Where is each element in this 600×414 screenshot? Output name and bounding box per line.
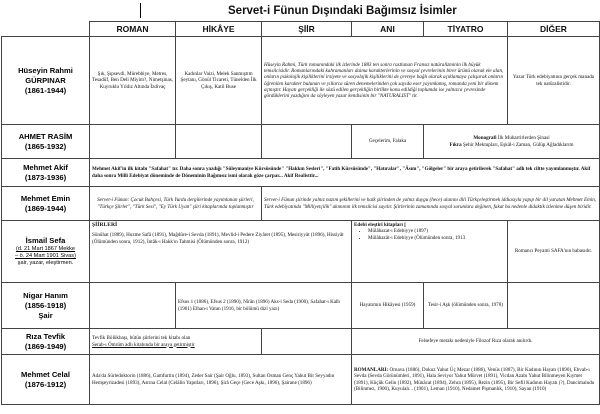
table-row bbox=[2, 37, 600, 125]
siir-cell bbox=[262, 329, 352, 355]
romanlari-text: Ornava (1886), Dokuz Yahut Üç Mezar (1886), Venüs (1887), Bir Kadının Hayatı (1890), Ebvab-ı Sevda (Sevda Görünümleri, 1891), Hala Seviyor Yahut Mürvet (1891), Vicdan Azabı Yahut Bilinmeyen Kıymet (1891), Küçük Gelin (1892), Münâcat (1894), Zehra (1895), Rezin (1895), Bir Sefil Kadının Hayatı (?), Dancimaludu (Bilinmez, 1900), Kuyulalı... (1901), Leman (1910), Nedamet Pişmanlık, 1910), Sayan (1910) bbox=[354, 366, 595, 392]
author-years: (1869-1944) bbox=[24, 203, 67, 213]
author-years: (1873-1936) bbox=[24, 172, 67, 182]
author-name-text: Rıza Tevfik bbox=[25, 331, 66, 341]
header-ani: ANI bbox=[352, 22, 424, 37]
author-name bbox=[2, 221, 90, 283]
diger-cell bbox=[424, 125, 600, 159]
header-hikaye: HİKÂYE bbox=[176, 22, 262, 37]
siirleri-label: ŞİİRLERİ bbox=[92, 222, 118, 228]
author-role: Şair bbox=[38, 310, 53, 320]
romanlari-label: ROMANLARI: bbox=[354, 366, 389, 373]
ani-cell: Geçelerim, Falaka bbox=[352, 125, 424, 159]
fikra-label: Fıkra bbox=[449, 141, 462, 148]
author-name-text: Mehmet Celal bbox=[21, 369, 70, 379]
diger-cell: Felsefeye merakı nedeniyle Filozof Rıza olarak anılırdı. bbox=[352, 329, 600, 355]
author-years: (1876-1912) bbox=[24, 379, 67, 389]
diger-cell bbox=[508, 283, 600, 329]
author-name bbox=[2, 283, 90, 329]
edebi-list bbox=[354, 228, 505, 241]
ani-cell: Hayatımın Hikâyesi (1959) bbox=[352, 283, 424, 329]
author-name-text: Nigar Hanım bbox=[23, 290, 68, 300]
header-empty bbox=[2, 22, 90, 37]
table-row bbox=[2, 187, 600, 221]
description-cell: Hüseyin Rahmi, Türk romanındaki ilk izlerinde 1883 ten sonra rastlanan Fransız natüralizminin ilk büyük temsilcisidir. Romanlarındaki kahramanları daima karakterlerinin ve sosyal çevrelerinin birer ürünü olarak ele alan, onların psikolojik kişiliklerini irsiyete ve sosyolojik kişiliklerini de çevreye bağlı olarak açıklamaya çalışarak onların öğrenilen karakter bulunan ve yıllarca süren denemelerinden çok sayıda eser yayımlamış, romanda yeni bir dönem açmıştır. Hayatı gerçekliği ile sözü edilen gerçekliğin birlikte konu edildiği toplumda ise yalnızca çevresinde gördüklerini yazdığını da söyleyen yazar kendisinin bir "NATURALIST" tir. bbox=[262, 37, 508, 125]
author-name bbox=[2, 329, 90, 355]
romanlari-cell bbox=[352, 355, 600, 405]
authors-table bbox=[1, 21, 600, 405]
roman-cell bbox=[90, 125, 176, 159]
diger-cell: Yazar Türk edebiyatının gerçek manada tek natüralistidir. bbox=[508, 37, 600, 125]
author-death: – ö. 24 Mart 1901 Sivas) bbox=[15, 253, 76, 259]
header-tiyatro: TİYATRO bbox=[424, 22, 508, 37]
siirleri-cell bbox=[90, 221, 352, 283]
roman-cell bbox=[90, 283, 176, 329]
author-name bbox=[2, 125, 90, 159]
hikaye-cell bbox=[176, 125, 262, 159]
riza-line-1: Tevfik Bölükbaşı, bütün şiirlerini tek kitabı olan bbox=[92, 335, 191, 342]
fikra-line bbox=[426, 142, 597, 148]
author-years: (1869-1949) bbox=[24, 341, 67, 351]
hikaye-cell: Kadınlar Vaizi, Melek Sanmıştım Şeytanı, Gönül Ticareti, Tünelden İlk Çıkış, Katil Buse bbox=[176, 37, 262, 125]
table-row bbox=[2, 221, 600, 283]
siir-cell bbox=[262, 125, 352, 159]
header-diger: DİĞER bbox=[508, 22, 600, 37]
author-name-text: Hüseyin Rahmi GÜRPINAR bbox=[18, 65, 73, 85]
celal-works-cell: Ada'da Sürledoktorin (1886), Gamfurtin (1894), Zeder Sair (Şair Oğlu, 1893), Sultan Osman Genç Yahut Bir Seyyadın Hemşeyrizadesi (1893), Asrına Celal (Celâlin Yapıtları, 1896), Şirâ Geçe (Gece Aşkı, 1896), Şairane (1896) bbox=[90, 355, 352, 405]
table-row bbox=[2, 329, 600, 355]
author-name-text: İsmail Sefa bbox=[25, 236, 66, 245]
author-subline bbox=[4, 246, 87, 253]
riza-line-2: Serab-ı Ömrüm adlı kitabında bir araya getirmiştir bbox=[92, 341, 195, 348]
roman-cell: Şık, Şıpsevdi, Mürebbiye, Metres, Tesadüf, Ben Deli Miyim?, Nimetşinas, Kuyruklu Yıldız Altında İzdivaç bbox=[90, 37, 176, 125]
author-name bbox=[2, 355, 90, 405]
author-years: (1861-1944) bbox=[24, 85, 67, 95]
author-name-text: AHMET RASİM bbox=[18, 131, 73, 141]
text-cursor bbox=[140, 3, 141, 18]
roman-hikaye-cell bbox=[90, 329, 262, 355]
edebi-label: Edebi eleştiri kitapları [ bbox=[354, 222, 406, 228]
list-item: • Mülâhazât-ı Edebiyye (Ölümünden sonra, 1913 bbox=[368, 235, 505, 241]
author-name bbox=[2, 37, 90, 125]
table-row bbox=[2, 159, 600, 187]
fikra-text: Şehir Mektupları, Eşkâl-i Zaman, Gülüp Ağladıklarım bbox=[461, 141, 574, 148]
author-name-text: Mehmet Emin bbox=[20, 193, 71, 203]
siirleri-text: Sünûhat (1889), Huzme Safâ (1891), Mağdûre-i Sevda (1891), Mevlid-i Pedere Ziyâret (1895), Mesiriyyât (1896), Hissiyât (Ölümünden sonra, 1912), İntâk-ı Hakk'ın Tahmisi (Ölümünden sonra, 1912) bbox=[92, 232, 344, 245]
siir-cell: Efsus 1 (1886), Efsus 2 (1890), Nîrân (1896) Aks-i Seda (1900), Safahat-ı Kalb (1901) Elhan-ı Vatan (1916, bir bölümü dizi yazı) bbox=[176, 283, 352, 329]
author-birth: (d. 21 Mart 1867 Mekke bbox=[15, 246, 76, 252]
roman-hikaye-cell: Servet-i Fünun: Çocuk Bahçesi, Türk Yurdu dergilerinde yayımlanan şiirleri, "Türkçe Şiirler", "Türk Sesi", "Ey Türk Uyan" şiiri kitaplarında toplanmıştır bbox=[90, 187, 262, 221]
diger-cell: Romancı Peyami SAFA'nın babasıdır. bbox=[508, 221, 600, 283]
monografi-label: Monografi bbox=[473, 135, 497, 142]
description-cell: Servet-i Fünun şiirinde yalnız nazım şekillerini ve halk şiirinden de yalnız duygu (hece) alanını dili Türkçeleştirmek iddiasıyla yapıp bir dil yaratan Mehmet Emin, Türk edebiyatında "Milliyetçilik" akımının ilk temsilcisi sayılır. Şiirlerinin zamanında sosyal sorunlara değinen, fakat bu nedenle didaktik izlenime düşen biridir. bbox=[262, 187, 600, 221]
table-row bbox=[2, 283, 600, 329]
monografi-text: İlk Muharrirlerden Şinasi bbox=[496, 135, 550, 142]
table-row bbox=[2, 125, 600, 159]
author-years: (1856-1918) bbox=[24, 300, 67, 310]
page-title: Servet-i Fünun Dışındaki Bağımsız İsimler bbox=[228, 5, 457, 17]
list-item: • Mülâhazat-ı Edebiyye (1897) bbox=[368, 228, 505, 234]
author-name-text: Mehmet Akif bbox=[23, 162, 68, 172]
header-siir: ŞİİR bbox=[262, 22, 352, 37]
author-subline bbox=[4, 253, 87, 260]
header-row bbox=[2, 22, 600, 37]
description-cell: Mehmet Akif'in ilk kitabı "Safahat" tır. Daha sonra yazdığı "Süleymaniye Kürsüsünde" "Hakkın Sesleri", "Fatih Kürsüsünde", "Hatıralar", "Âsım", "Gölgeler" bir araya getirilerek "Safahat" adlı tek ciltte yayımlanmıştır. Akif daha sonra Milli Edebiyat döneminde de Döneminin Bağımsız ismi olarak göze çarpar... Akif Realisttir... bbox=[90, 159, 600, 187]
author-role: şair, yazar, eleştirmen. bbox=[17, 260, 74, 266]
author-name bbox=[2, 187, 90, 221]
tiyatro-cell: Tesir-i Aşk (ölümünden sonra, 1978) bbox=[424, 283, 508, 329]
author-name bbox=[2, 159, 90, 187]
header-roman: ROMAN bbox=[90, 22, 176, 37]
edebi-cell bbox=[352, 221, 508, 283]
table-row bbox=[2, 355, 600, 405]
author-years: (1865-1932) bbox=[24, 141, 67, 151]
